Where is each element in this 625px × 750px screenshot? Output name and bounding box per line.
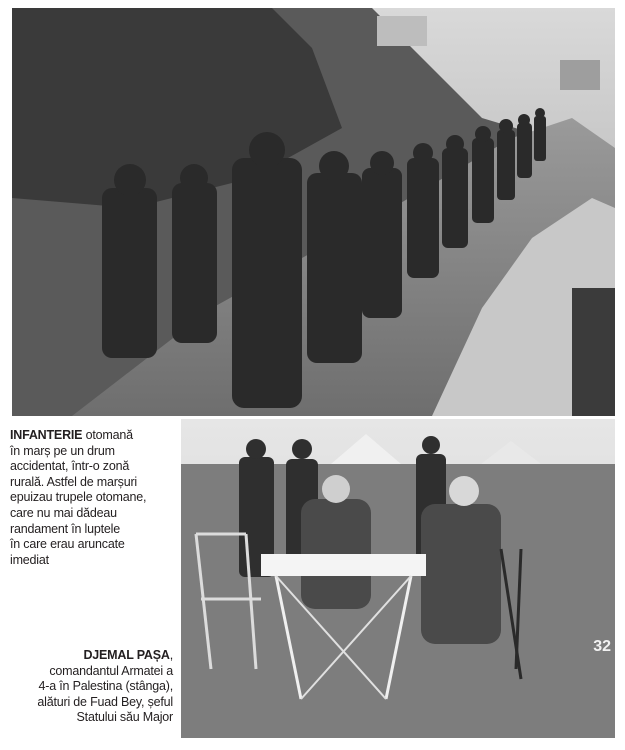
photo-number: 32: [593, 638, 611, 655]
caption-djemal-lead-suffix: ,: [169, 648, 173, 662]
caption-infanterie-line: care nu mai dădeau: [10, 505, 117, 520]
caption-djemal-line: Statului său Major: [76, 710, 173, 725]
caption-infanterie-line: randament în luptele: [10, 521, 120, 536]
photo-marching-infantry: [12, 8, 615, 416]
caption-infanterie-line: în care erau aruncate: [10, 537, 125, 552]
caption-infanterie-line: otomană: [82, 428, 133, 442]
caption-infanterie-lead: INFANTERIE: [10, 428, 83, 442]
caption-infanterie-line: accidentat, într-o zonă: [10, 459, 130, 474]
caption-infanterie-line: imediat: [10, 552, 49, 567]
marching-infantry-illustration: [12, 8, 615, 416]
caption-djemal-line: alături de Fuad Bey, șeful: [37, 694, 173, 709]
photo-officers-at-table: [181, 419, 615, 738]
caption-djemal: [8, 648, 173, 726]
caption-infanterie: [10, 428, 178, 568]
caption-djemal-line: 4-a în Palestina (stânga),: [38, 679, 173, 694]
caption-djemal-lead: DJEMAL PAȘA: [83, 648, 170, 662]
caption-infanterie-line: epuizau trupele otomane,: [10, 490, 147, 505]
caption-djemal-line: comandantul Armatei a: [49, 663, 173, 678]
caption-infanterie-line: în marș pe un drum: [10, 443, 115, 458]
officers-at-table-illustration: [181, 419, 615, 738]
caption-infanterie-line: rurală. Astfel de marșuri: [10, 474, 137, 489]
